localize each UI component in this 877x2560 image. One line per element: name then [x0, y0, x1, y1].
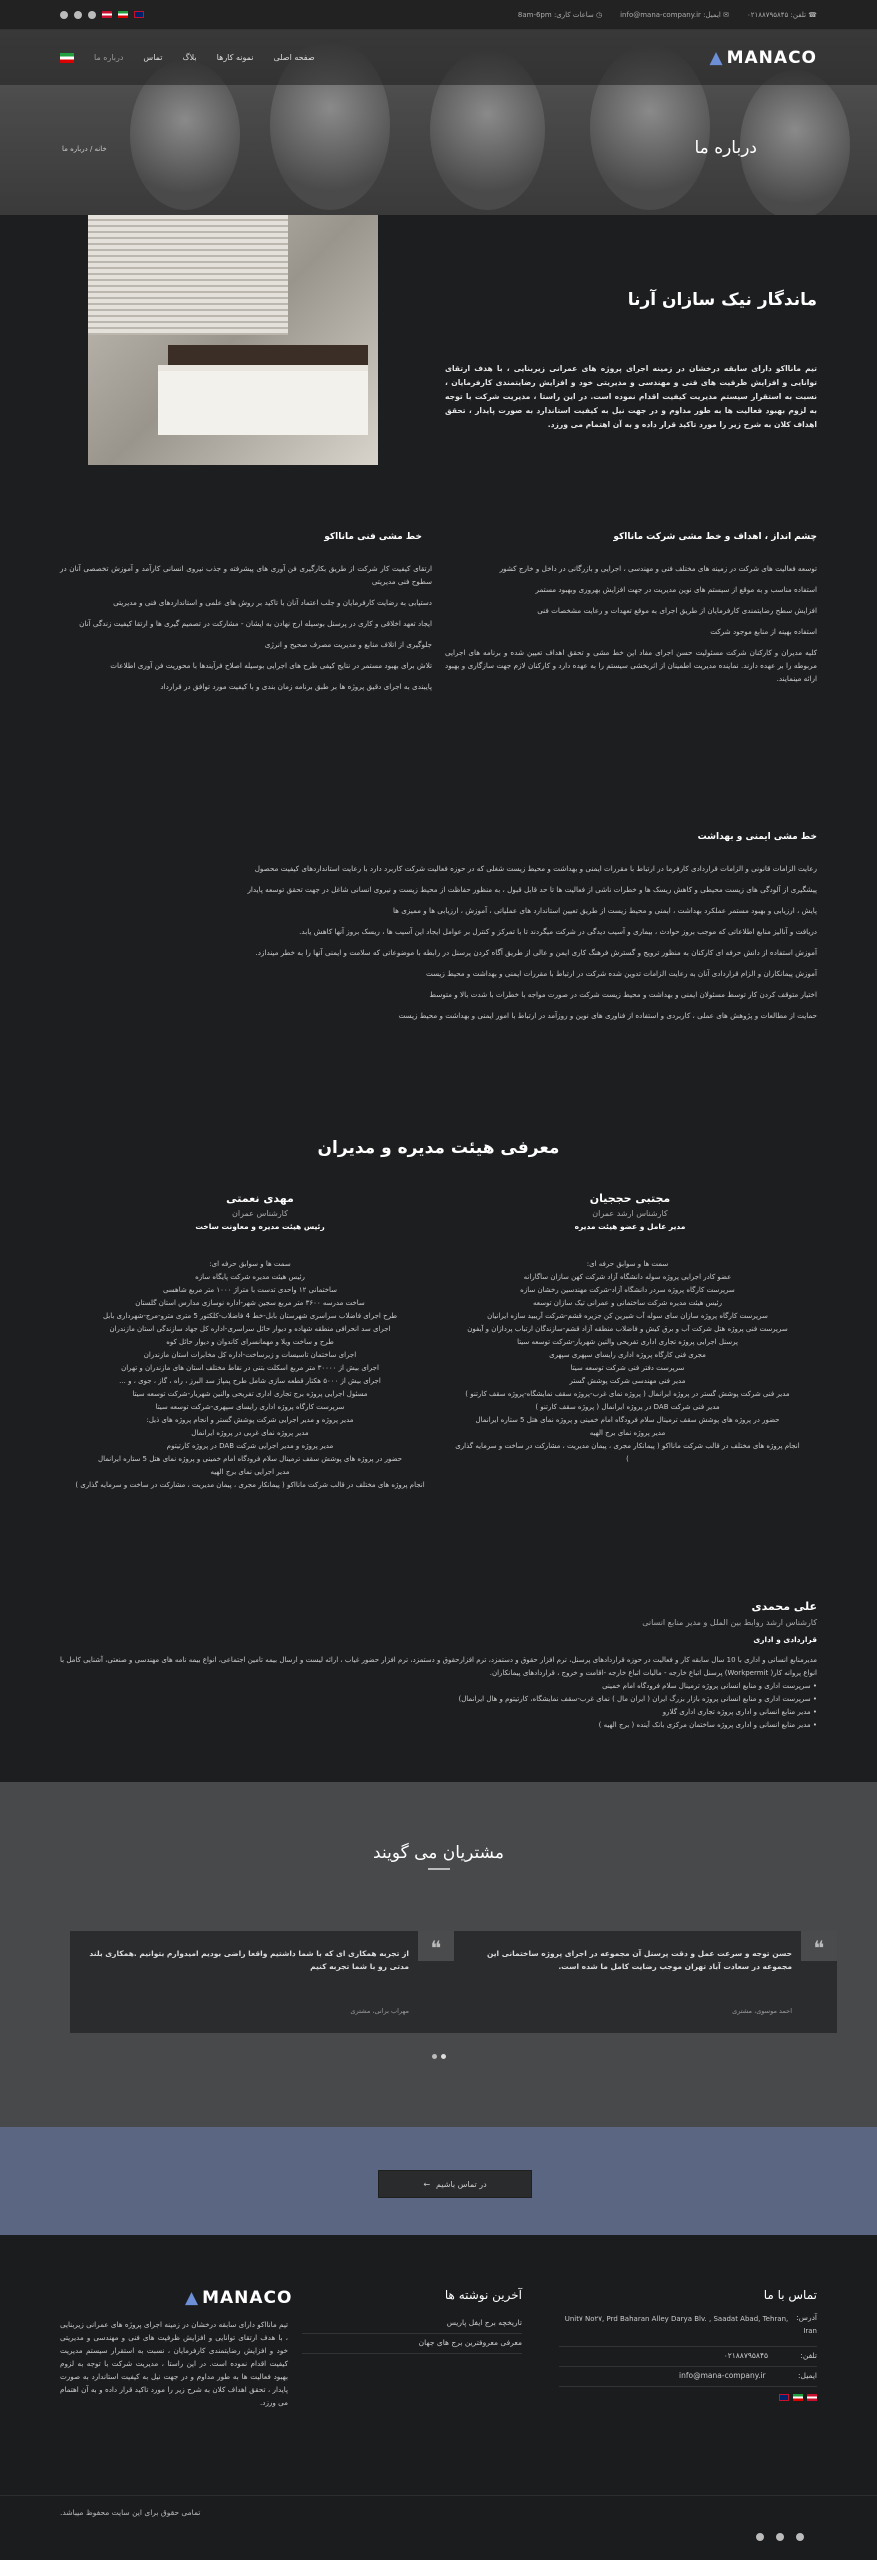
list-item: مدیر فنی شرکت پوشش گستر در پروژه ایرانمال ( پروژه نمای غرب-پروژه سقف نمایشگاه-پروژه سقف کارتنو ) — [465, 1390, 790, 1398]
footer-post-link[interactable]: معرفی معروفترین برج های جهان — [302, 2338, 522, 2354]
list-item: • مدیر منابع انسانی و اداری پروژه ساختمان مرکزی بانک آینده ( برج الهیه ) — [598, 1721, 817, 1729]
footer-contact-title: تماس با ما — [763, 2288, 817, 2302]
testimonial-text: از تجربه همکاری ای که با شما داشتیم واقعا راضی بودیم امیدوارم بتوانیم .همکاری بلند مدتی رو با شما تجربه کنیم — [89, 1949, 409, 1971]
testimonial-text: حسن توجه و سرعت عمل و دقت پرسنل آن مجموعه در اجرای پروژه ساختمانی این مجموعه در سعادت آباد تهران موجب رضایت کامل ما شده است. — [486, 1949, 792, 1971]
list-item: سرپرست کارگاه پروژه اداری رایسای سپهری-شرکت توسعه سیتا — [155, 1403, 345, 1411]
list-item: سرپرست فنی پروژه هتل شرکت آب و برق کیش و فاضلاب منطقه آزاد قشم-سازندگان ارتباب پردازان و آیفون — [467, 1325, 788, 1333]
testimonial-author: احمد موسوی، مشتری — [732, 2007, 792, 2015]
manager-role: مدیر عامل و عضو هیئت مدیره — [574, 1222, 686, 1231]
manager-role: رئیس هیئت مدیره و معاونت ساخت — [195, 1222, 325, 1231]
list-item: تلاش برای بهبود مستمر در نتایج کیفی طرح های اجرایی بوسیله اصلاح فرآیندها با محوریت فن آوری اطلاعات — [110, 661, 432, 670]
board-title: معرفی هیئت مدیره و مدیران — [317, 1138, 560, 1158]
quote-icon: ❝ — [801, 1931, 837, 1961]
list-item: اجرای بیش از ۵۰۰۰ هکتار قطعه سازی شامل طرح پمپاژ سد البرز ، راه ، گاز ، جوی ، و ... — [119, 1377, 381, 1385]
hours-info: ◷ ساعات کاری: 8am-6pm — [517, 10, 603, 19]
list-item: استفاده بهینه از منابع موجود شرکت — [710, 627, 817, 636]
flag-ir-icon[interactable] — [118, 11, 128, 18]
nav-item-portfolio[interactable]: نمونه کارها — [216, 53, 254, 62]
bedroom-image — [88, 215, 378, 465]
list-item: طرح اجرای فاضلاب سراسری شهرستان بابل-خط 4 فاضلاب-کلکتور 5 متری مترو-مرج-شهرداری بابل — [102, 1312, 398, 1320]
contact-info — [518, 11, 817, 19]
manager-degree: کارشناس ارشد روابط بین الملل و مدیر منابع انسانی — [642, 1618, 817, 1627]
list-item: مدیر پروژه و مدیر اجرایی شرکت DAB در پروژه کارتیتوم — [166, 1442, 334, 1450]
technical-heading: خط مشی فنی مانااکو — [324, 532, 422, 542]
quote-icon: ❝ — [418, 1931, 454, 1961]
list-item: توسعه فعالیت های شرکت در زمینه های مختلف فنی و مهندسی ، اجرایی و بازرگانی در داخل و خارج کشور — [499, 564, 817, 573]
list-item: افزایش سطح رضایتمندی کارفرمایان از طریق اجرای به موقع تعهدات و رعایت مشخصات فنی — [537, 606, 817, 615]
testimonial-card — [453, 1931, 837, 2033]
footer-address: آدرس: Unit۷ No۲۷, Prd Baharan Alley Darya Blv. , Saadat Abad, Tehran, Iran — [559, 2313, 817, 2347]
list-item: پایش ، ارزیابی و بهبود مستمر عملکرد بهداشت ، ایمنی و محیط زیست از طریق تعیین استاندارد های عملیاتی ، آموزش ، ارزیابی ها و ممیزی ها — [392, 906, 817, 915]
list-item: ایجاد تعهد اخلاقی و کاری در پرسنل بوسیله ارج نهادن به ایشان - مشارکت در تصمیم گیری ها و ارتقا کیفیت زندگی آنان — [79, 619, 432, 628]
list-item: عضو کادر اجرایی پروژه سوله دانشگاه آزاد شرکت کهن سازان ساگارانه — [523, 1273, 732, 1281]
list-item: اجرای سد انحرافی منطقه شهاده و دیوار حائل سراسری-اداره کل جهاد سازندگی استان مازندران — [109, 1325, 391, 1333]
testimonial-card — [70, 1931, 454, 2033]
carousel-dot[interactable] — [432, 2054, 437, 2059]
list-item: پایبندی به اجرای دقیق پروژه ها بر طبق برنامه زمان بندی و با کیفیت مورد توافق در قرارداد — [160, 682, 432, 691]
list-item: رئیس هیئت مدیره شرکت پایگاه سازه — [195, 1273, 305, 1281]
list-item: مسئول اجرایی پروژه برج تجاری اداری تفریحی والنین شهریار-شرکت توسعه سیتا — [132, 1390, 368, 1398]
list-item: طرح و ساخت ویلا و مهمانسرای کاندوان و دیوار حائل کوه — [166, 1338, 334, 1346]
manager-name: مهدی نعمتی — [226, 1192, 294, 1205]
nav-item-home[interactable]: صفحه اصلی — [273, 53, 315, 62]
list-item: انجام پروژه های مختلف در قالب شرکت مانااکو ( پیمانکار مجری ، پیمان مدیریت ، مشارکت در ساخت و سرمایه گذاری ) — [455, 1442, 800, 1463]
breadcrumb[interactable]: خانه / درباره ما — [62, 145, 107, 153]
footer-email: ایمیل: info@mana-company.ir — [559, 2371, 817, 2387]
list-item: مجری فنی کارگاه پروژه اداری رایسای سپهری سپهری — [549, 1351, 706, 1359]
nav-menu — [94, 53, 315, 62]
main-nav — [0, 30, 877, 85]
testimonial-author: مهراب برانی، مشتری — [350, 2007, 409, 2015]
manager-degree: کارشناس عمران — [232, 1209, 288, 1218]
flag-tr-icon[interactable] — [102, 11, 112, 18]
manager-history — [60, 1258, 440, 1492]
list-item: آموزش پیمانکاران و الزام قراردادی آنان به رعایت الزامات تدوین شده شرکت در ارتباط با مقررات ایمنی و بهداشت و محیط زیست — [425, 969, 817, 978]
list-item: ساخت مدرسه ۳۶۰۰ متر مربع سجین شهر-اداره نوسازی مدارس استان گلستان — [135, 1299, 365, 1307]
list-item: رئیس هیئت مدیره شرکت ساختمانی و عمرانی تیک سازان توسعه — [533, 1299, 722, 1307]
instagram-icon[interactable] — [88, 11, 96, 19]
contact-us-button[interactable]: در تماس باشیم ← — [378, 2170, 532, 2198]
manager-history — [455, 1258, 800, 1466]
phone-info: ☎ تلفن: ۰۲۱۸۸۷۹۵۸۴۵ — [746, 10, 817, 19]
list-item: مدیر پروژه و مدیر اجرایی شرکت پوشش گستر و انجام پروژه های ذیل: — [146, 1416, 354, 1424]
list-item: پرسنل اجرایی پروژه تجاری اداری تفریحی والنین شهریار-شرکت توسعه سیتا — [517, 1338, 738, 1346]
intro-paragraph: تیم مانااکو دارای سابقه درخشان در زمینه اجرای پروژه های عمرانی زیربنایی ، با هدف ارتقای توانایی و افزایش ظرفیت های فنی و مهندسی و مدیریتی خود و افزایش رضایتمندی کارفرمایان ، نسبت به استقرار سیستم مدیریت کیفیت اقدام نموده است. در این راستا ، مدیریت شرکت با توجه به لزوم بهبود فعالیت ها به طور مداوم و در جهت نیل به کیفیت استاندارد به صورت پایدار ، تحقق اهداف کلان به شرح زیر را مورد تاکید قرار داده و به آن اهتمام می ورزد. — [445, 364, 817, 429]
nav-menu-group — [60, 53, 315, 63]
manager-degree: کارشناس ارشد عمران — [592, 1209, 668, 1218]
list-item: انجام پروژه های مختلف در قالب شرکت مانااکو ( پیمانکار مجری ، پیمان مدیریت ، مشارکت در ساخت و سرمایه گذاری ) — [75, 1481, 425, 1489]
list-item: سرپرست کارگاه پروژه سردر دانشگاه آزاد-شرکت مهندسین رخشان سازه — [520, 1286, 735, 1294]
whatsapp-icon[interactable] — [60, 11, 68, 19]
list-item: • سرپرست اداری و منابع انسانی پروژه ترمینال سلام فرودگاه امام خمینی — [602, 1682, 817, 1690]
list-item: ارتقای کیفیت کار شرکت از طریق بکارگیری فن آوری های پیشرفته و جذب نیروی انسانی کارآمد و آموزش تخصصی آنان در سطوح فنی مدیریتی — [60, 564, 432, 586]
site-logo[interactable]: ▲ MANACO — [709, 47, 817, 68]
footer-phone: تلفن: ۰۲۱۸۸۷۹۵۸۴۵ — [559, 2351, 817, 2367]
list-item: • سرپرست اداری و منابع انسانی پروژه بازار بزرگ ایران ( ایران مال ) نمای غرب-سقف نمایشگاه، کارتیتوم و هال ایرانمال) — [458, 1695, 817, 1703]
list-item: سمت ها و سوابق حرفه ای: — [586, 1260, 669, 1268]
list-item: اختیار متوقف کردن کار توسط مسئولان ایمنی و بهداشت و محیط زیست شرکت در صورت مواجه با خطرات با شدت بالا و متوسط — [429, 990, 817, 999]
telegram-icon[interactable] — [776, 2533, 784, 2541]
title-divider — [428, 1868, 450, 1870]
flag-tr-icon[interactable] — [807, 2394, 817, 2401]
nav-item-contact[interactable]: تماس — [143, 53, 163, 62]
footer-about: تیم مانااکو دارای سابقه درخشان در زمینه اجرای پروژه های عمرانی زیربنایی ، با هدف ارتقای توانایی و افزایش ظرفیت های فنی و مهندسی و مدیریتی خود و افزایش رضایتمندی کارفرمایان ، نسبت به استقرار سیستم مدیریت کیفیت اقدام نموده است. در این راستا ، مدیریت شرکت با توجه به لزوم بهبود فعالیت ها به طور مداوم و در جهت نیل به کیفیت استاندارد به صورت پایدار ، تحقق اهداف کلان به شرح زیر را مورد تاکید قرار داده و به آن اهتمام می ورزد. — [60, 2320, 288, 2407]
social-and-flags — [60, 11, 144, 19]
logo-mark-icon: ▲ — [709, 47, 724, 68]
list-item: حضور در پروژه های پوشش سقف ترمینال سلام فرودگاه امام خمینی و پروژه نمای هتل 5 ستاره ایرانمال — [98, 1455, 402, 1463]
arrow-left-icon: ← — [423, 2179, 431, 2189]
safety-heading: خط مشی ایمنی و بهداشت — [697, 832, 817, 842]
manager-name: مجتبی حججیان — [589, 1192, 671, 1205]
manager-role: قراردادی و اداری — [753, 1635, 817, 1644]
list-item: دستیابی به رضایت کارفرمایان و جلب اعتماد آنان با تاکید بر روش های علمی و استانداردهای فنی و مدیریتی — [113, 598, 432, 607]
phone-link[interactable]: ۰۲۱۸۸۷۹۵۸۴۵ — [723, 2351, 768, 2360]
copyright: تمامی حقوق برای این سایت محفوظ میباشد. — [60, 2508, 201, 2517]
third-manager — [60, 1600, 817, 1732]
list-item: پیشگیری از آلودگی های زیست محیطی و کاهش ریسک ها و خطرات ناشی از فعالیت ها تا حد قابل قبول ، به منظور حفاظت از محیط زیست و نیروی انسانی شاغل در جهت تحقق توسعه پایدار — [247, 885, 817, 894]
manager-card — [110, 1192, 410, 1231]
footer-flags — [779, 2394, 817, 2401]
list-item: جلوگیری از اتلاف منابع و مدیریت مصرف صحیح و انرژی — [264, 640, 432, 649]
manager-bio: مدیرمنابع انسانی و اداری با 10 سال سابقه کار و فعالیت در حوزه قراردادهای پرسنل، ترم افزار حقوق و دستمزد، ترم افزارحقوق و دستمزد، ترم افزار حضور غیاب ، ارائه لیست و ارسال بیمه تامین اجتماعی، انواع بیمه نامه های مهندسی و صنعتی، آشنایی کامل با انواع پروانه کار( Workpermit) پرسنل اتباع خارجه - مالیات اتباع خارجه -اقامت و خروج ، قراردادهای پیمانکاران. — [60, 1656, 817, 1677]
manager-card — [480, 1192, 780, 1231]
carousel-dot[interactable] — [441, 2054, 446, 2059]
nav-item-blog[interactable]: بلاگ — [182, 53, 197, 62]
email-info: ✉ ایمیل: info@mana-company.ir — [620, 10, 729, 19]
safety-list — [60, 862, 817, 1030]
telegram-icon[interactable] — [74, 11, 82, 19]
language-flag-icon[interactable] — [60, 53, 74, 63]
list-item: مدیر پروژه نمای غربی در پروژه ایرانمال — [191, 1429, 309, 1437]
technical-list — [60, 562, 432, 701]
page-title: درباره ما — [694, 138, 757, 158]
list-item: سرپرست کارگاه پروژه سازان سای سوله آب شیرین کن جزیره قشم-شرکت آریبید سازه ایرانیان — [487, 1312, 768, 1320]
list-item: حضور در پروژه های پوشش سقف ترمینال سلام فرودگاه امام خمینی و پروژه نمای هتل 5 ستاره ایرانمال — [475, 1416, 780, 1424]
manager-history — [60, 1680, 817, 1732]
list-item: استفاده مناسب و به موقع از سیستم های نوین مدیریت در جهت افزایش بهروری وبهبود مستمر — [535, 585, 817, 594]
list-item: اجرای ساختمان تاسیسات و زیرساخت-اداره کل مخابرات استان مازندران — [143, 1351, 357, 1359]
flag-uk-icon[interactable] — [779, 2394, 789, 2401]
list-item: اجرای بیش از ۳۰۰۰۰ متر مربع اسکلت بتنی در نقاط مختلف استان های مازندران و تهران — [121, 1364, 379, 1372]
list-item: حمایت از مطالعات و پژوهش های عملی ، کاربردی و استفاده از فناوری های نوین و روزآمد در ارتباط با امور ایمنی و بهداشت و محیط زیست — [398, 1011, 817, 1020]
window-blinds — [88, 215, 288, 335]
flag-ir-icon[interactable] — [793, 2394, 803, 2401]
list-item: مدیر فنی مهندسی شرکت پوشش گستر — [569, 1377, 686, 1385]
email-link[interactable]: info@mana-company.ir — [679, 2371, 766, 2380]
intro-heading: ماندگار نیک سازان آرنا — [627, 290, 817, 310]
list-item: ساختمانی ۱۲ واحدی تدست با متراژ ۱۰۰۰ متر مربع شاهسی — [162, 1286, 338, 1294]
footer-posts-title: آخرین نوشته ها — [444, 2288, 522, 2302]
bottom-bar — [0, 2495, 877, 2560]
footer-social — [756, 2533, 804, 2541]
top-bar — [0, 0, 877, 30]
vision-list — [445, 562, 817, 693]
footer-logo[interactable]: ▲ MANACO — [185, 2288, 293, 2308]
list-item: دریافت و آنالیز منابع اطلاعاتی که موجب بروز حوادث ، بیماری و آسیب دیدگی در شرکت میگردند تا با تمرکز و کنترل بر عوامل ایجاد این آسیب ها ، ریسک بروز آنها کاهش یابد. — [299, 927, 817, 936]
nav-item-about[interactable]: درباره ما — [94, 53, 124, 62]
manager-name: علی محمدی — [751, 1600, 817, 1613]
list-item: مدیر فنی شرکت DAB در پروژه ایرانمال ( پروژه سقف کارتنو ) — [535, 1403, 720, 1411]
list-item: سرپرست دفتر فنی شرکت توسعه سیتا — [570, 1364, 685, 1372]
email-link[interactable]: info@mana-company.ir — [620, 10, 701, 19]
list-item: رعایت الزامات قانونی و الزامات قراردادی کارفرما در ارتباط با مقررات ایمنی و بهداشت و محیط زیست شغلی که در حوزه فعالیت شرکت کاربرد دارد با رعایت استانداردهای کیفیت محصول — [254, 864, 817, 873]
list-item: مدیر پروژه نمای برج الهیه — [589, 1429, 666, 1437]
whatsapp-icon[interactable] — [756, 2533, 764, 2541]
footer-post-link[interactable]: تاریخچه برج ایفل پاریس — [302, 2318, 522, 2334]
logo-mark-icon: ▲ — [185, 2288, 200, 2308]
list-item: • مدیر منابع انسانی و اداری پروژه تجاری اداری گلارو — [662, 1708, 817, 1716]
list-item: سمت ها و سوابق حرفه ای: — [209, 1260, 291, 1268]
bed — [158, 365, 368, 435]
instagram-icon[interactable] — [796, 2533, 804, 2541]
list-item: مدیر اجرایی نمای برج الهیه — [210, 1468, 290, 1476]
testimonials-title: مشتریان می گویند — [373, 1843, 504, 1863]
flag-uk-icon[interactable] — [134, 11, 144, 18]
list-item: کلیه مدیران و کارکنان شرکت مسئولیت حسن اجرای مفاد این خط مشی و تحقق اهداف تعیین شده و برنامه های اجرایی مربوطه را بر عهده دارند. نماینده مدیریت اطمینان از اثربخشی سیستم را به عهده دارد و کارکنان لازم جهت سازگاری و بهبود ارائه مینمایند. — [445, 648, 817, 683]
vision-heading: چشم انداز ، اهداف و خط مشی شرکت مانااکو — [613, 532, 817, 542]
list-item: آموزش استفاده از دانش حرفه ای کارکنان به منظور ترویج و گسترش فرهنگ کاری ایمن و عالی از طریق آگاه کردن پرسنل در رابطه با موضوعاتی که سلامت و ایمنی آنها را به خطر میندازد. — [255, 948, 817, 957]
